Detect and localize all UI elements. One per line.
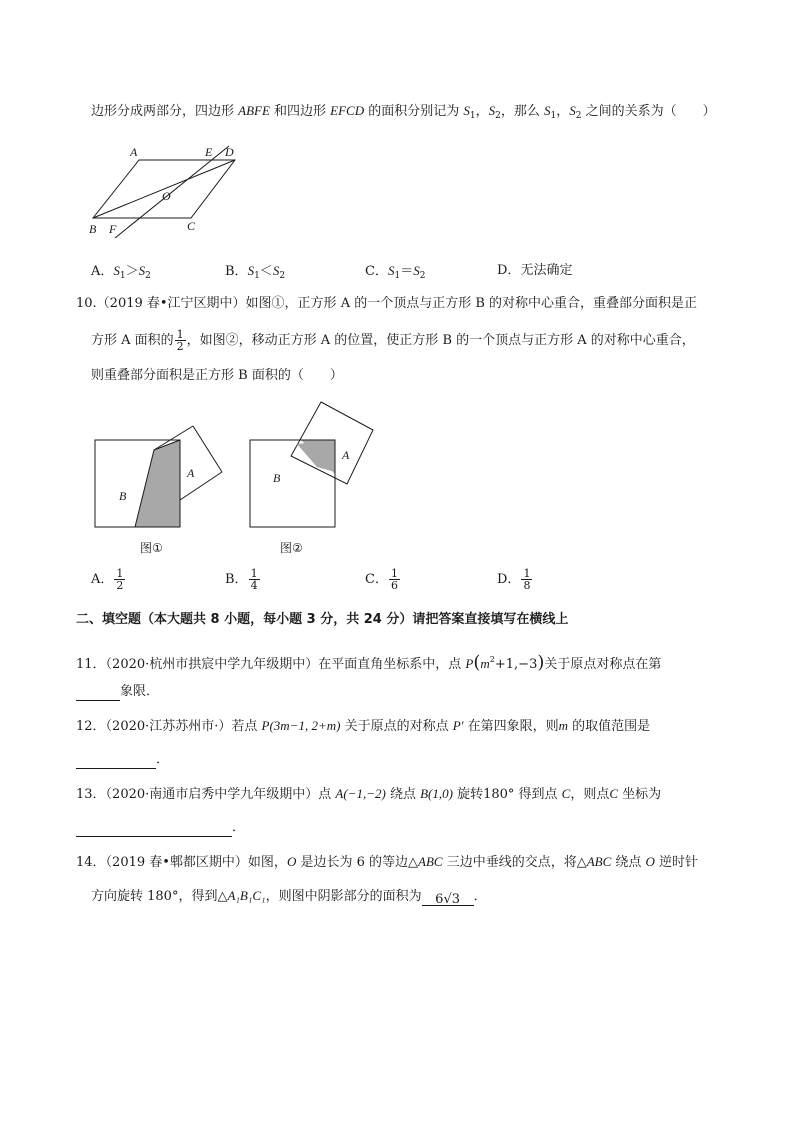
overlap-shaded — [135, 440, 180, 527]
q11-text: 象限． — [120, 684, 160, 699]
q10-text: ，如图②，移动正方形 A 的位置，使正方形 B 的一个顶点与正方形 A 的对称中心重合， — [186, 333, 695, 348]
q14-triangle: ABC — [418, 854, 443, 869]
q9-quad-efcd: EFCD — [330, 103, 365, 118]
q14-end: ． — [473, 889, 487, 904]
q10-line2 — [91, 328, 695, 354]
q14-text: 方向旋转 180°，得到△ — [91, 889, 228, 904]
label-d: D — [225, 145, 234, 159]
label-b: B — [119, 489, 127, 503]
q9-s: S — [569, 103, 576, 118]
frac-num: 1 — [116, 567, 124, 580]
option-letter: A． — [91, 572, 114, 587]
q14-text: 绕点 — [611, 855, 646, 870]
q13-point-c: C — [609, 786, 619, 801]
q9-s: S — [488, 103, 496, 118]
q12-end: ． — [156, 752, 170, 767]
frac-num: 1 — [390, 567, 398, 580]
q12-text: 12．（2020·江苏苏州市·）若点 — [76, 719, 262, 734]
q13-end: ． — [232, 820, 246, 835]
q11-blank[interactable] — [76, 686, 120, 701]
q14-triangle: ABC — [586, 854, 612, 869]
frac-den: 2 — [176, 340, 184, 353]
q9-text: 边形分成两部分，四边形 — [91, 104, 239, 119]
frac-den: 4 — [250, 579, 258, 592]
q12-blank[interactable] — [76, 754, 156, 769]
option-letter: D． — [497, 263, 521, 278]
option-relation: ＜ — [259, 264, 273, 279]
q13-text: 13．（2020·南通市启秀中学九年级期中）点 — [76, 787, 336, 802]
option-text: 无法确定 — [520, 263, 573, 278]
option-fraction — [389, 568, 400, 591]
q9-quad-abfe: ABFE — [238, 103, 270, 118]
option-letter: C． — [365, 572, 388, 587]
q10-figure-1 — [90, 420, 230, 560]
q9-option-b: B．$S_1<S_2$ — [225, 263, 286, 281]
option-letter: C． — [365, 264, 388, 279]
q9-text: 之间的关系为（ ） — [581, 104, 716, 119]
frac-den: 8 — [523, 579, 531, 592]
q10-option-c — [365, 567, 401, 593]
q10-fraction-half — [175, 329, 186, 352]
q14-stem-line1 — [76, 853, 698, 872]
q10-option-b — [225, 567, 261, 593]
q11-text: 11．（2020·杭州市拱宸中学九年级期中）在平面直角坐标系中，点 — [76, 657, 466, 672]
q13-answer-line — [76, 819, 245, 837]
q12-text: 关于原点的对称点 — [340, 719, 453, 734]
option-relation: ＝ — [400, 264, 414, 279]
q11-var: m — [480, 656, 490, 671]
label-a: A — [130, 145, 138, 159]
q10-line3: 则重叠部分面积是正方形 B 面积的（ ） — [91, 368, 343, 383]
q12-answer-line — [76, 751, 169, 769]
q13-blank[interactable] — [76, 822, 232, 837]
q9-option-c: C．$S_1=S_2$ — [365, 263, 426, 281]
q9-text: ，那么 — [500, 104, 545, 119]
q11-point: P — [465, 656, 474, 671]
q14-point-o: O — [645, 854, 655, 869]
q10-text: 方形 A 面积的 — [91, 333, 174, 348]
q11-expr: +1,−3 — [494, 657, 538, 672]
q13-point-b: B(1,0) — [420, 786, 453, 801]
q14-answer-value: 6√3 — [435, 892, 460, 907]
q10-figure-2 — [245, 398, 385, 560]
q14-text: ，则图中阴影部分的面积为 — [265, 889, 422, 904]
frac-num: 1 — [523, 567, 531, 580]
frac-num: 1 — [176, 328, 184, 341]
frac-num: 1 — [250, 567, 258, 580]
q13-stem — [76, 785, 661, 804]
q9-text: 的面积分别记为 — [364, 104, 464, 119]
q13-point-a: A(−1,−2) — [335, 786, 386, 801]
q10-line1: 10.（2019 春•江宁区期中）如图①，正方形 A 的一个顶点与正方形 B 的对称中心重合，重叠部分面积是正 — [76, 296, 698, 311]
label-e: E — [205, 145, 213, 159]
q10-option-a — [91, 567, 126, 593]
label-f: F — [109, 222, 117, 236]
q13-text: ，则点 — [570, 787, 610, 802]
q14-text: 逆时针 — [654, 855, 699, 870]
q9-stem: 边形分成两部分，四边形 ABFE 和四边形 EFCD 的面积分别记为 $S_1$，$S_2$，那么 $S_1$，$S_2$ 之间的关系为（ ） — [91, 103, 716, 121]
option-fraction — [249, 568, 260, 591]
q13-text: 坐标为 — [618, 787, 662, 802]
label-c: C — [187, 219, 196, 233]
q12-var: m — [558, 718, 569, 733]
q14-answer[interactable] — [422, 891, 474, 906]
q14-rotated-triangle: A₁B₁C₁ — [227, 888, 266, 903]
q9-option-a: A．$S_1>S_2$ — [91, 263, 151, 281]
section-heading: 二、填空题（本大题共 8 小题，每小题 3 分，共 24 分）请把答案直接填写在横线上 — [76, 612, 569, 627]
option-letter: D． — [497, 572, 521, 587]
q12-text: 的取值范围是 — [568, 719, 651, 734]
fig1-caption: 图① — [140, 541, 163, 555]
q9-s: S — [544, 103, 551, 118]
q14-stem-line2 — [91, 887, 487, 906]
option-relation: ＞ — [125, 264, 139, 279]
option-letter: B． — [225, 572, 248, 587]
q14-text: 14．（2019 春•郫都区期中）如图， — [76, 855, 287, 870]
option-fraction — [521, 568, 532, 591]
q9-option-d — [497, 262, 572, 280]
q9-parallelogram-figure — [85, 140, 265, 240]
q12-point: P(3m−1, 2+m) — [261, 718, 341, 733]
q12-point-prime: P′ — [452, 718, 464, 733]
q12-text: 在第四象限，则 — [463, 719, 559, 734]
label-a: A — [342, 448, 350, 462]
q13-text: 旋转180° 得到点 — [452, 787, 562, 802]
label-b: B — [89, 222, 97, 236]
q11-text: 关于原点对称点在第 — [544, 657, 662, 672]
q14-text: 三边中垂线的交点，将△ — [442, 855, 587, 870]
frac-den: 6 — [390, 579, 398, 592]
label-b: B — [273, 471, 281, 485]
option-letter: A． — [91, 264, 114, 279]
square-a-edge — [193, 426, 222, 472]
label-o: O — [162, 189, 171, 203]
q11-answer-line — [76, 683, 159, 701]
q14-text: 是边长为 6 的等边△ — [296, 855, 418, 870]
q14-point-o: O — [286, 854, 297, 869]
q10-option-d — [497, 567, 533, 593]
q9-s: S — [463, 103, 470, 118]
fig2-caption: 图② — [280, 541, 303, 555]
label-a: A — [187, 466, 195, 480]
q12-stem — [76, 717, 650, 736]
q13-text: 绕点 — [385, 787, 421, 802]
q9-text: 和四边形 — [269, 104, 331, 119]
option-letter: B． — [225, 264, 248, 279]
q13-point-c: C — [561, 786, 571, 801]
q11-stem: 11．（2020·杭州市拱宸中学九年级期中）在平面直角坐标系中，点 $P(m^2+1,-3)$关于原点对称点在第 — [76, 652, 662, 673]
option-fraction — [114, 568, 125, 591]
overlap-shaded-clip — [297, 440, 335, 472]
frac-den: 2 — [116, 579, 124, 592]
